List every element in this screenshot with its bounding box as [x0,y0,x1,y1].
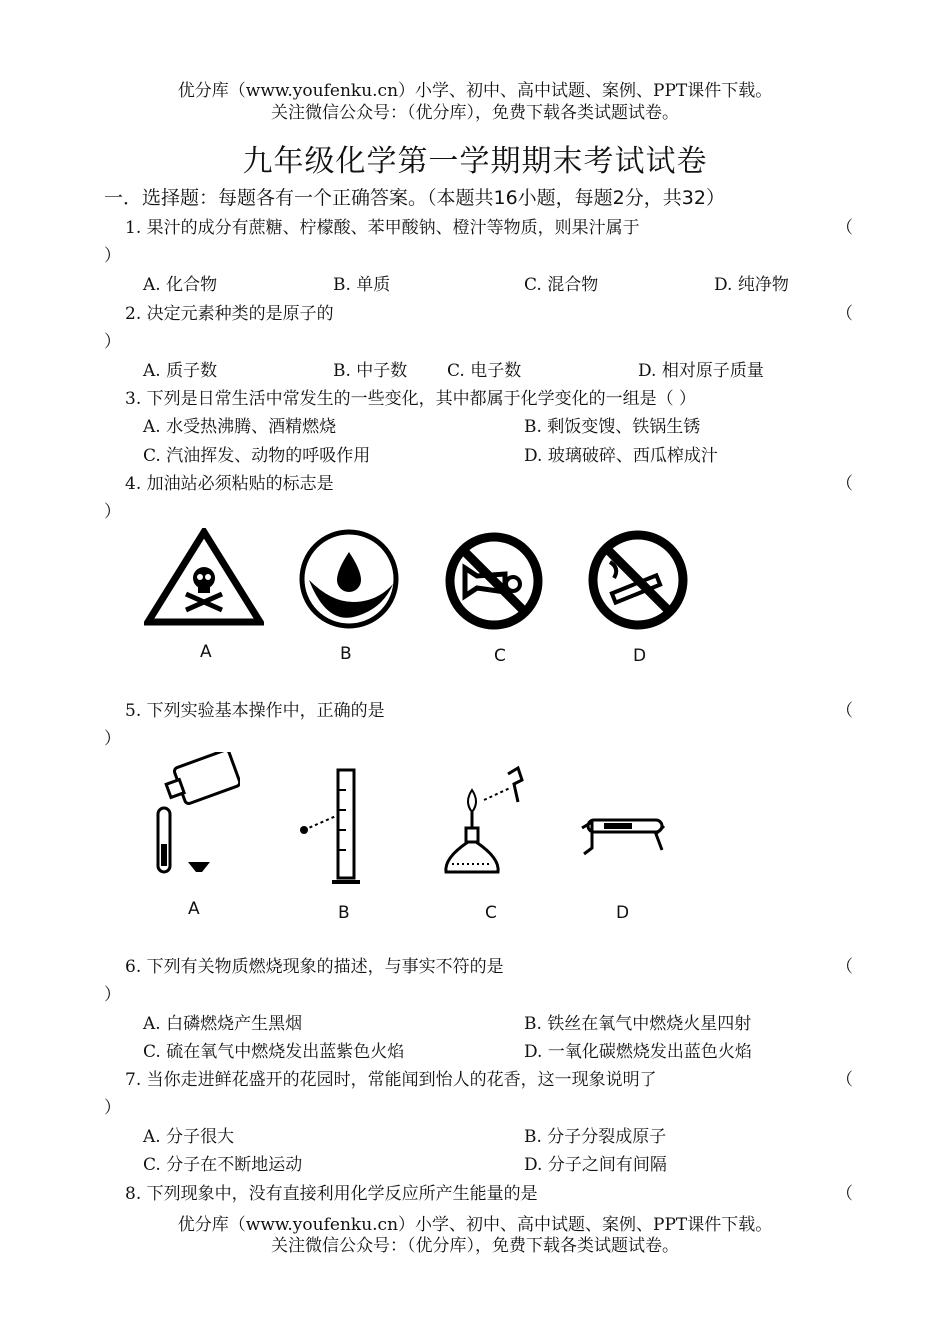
footer-line-1: 优分库（www.youfenku.cn）小学、初中、高中试题、案例、PPT课件下载。 [177,1215,773,1235]
section-heading: 一．选择题：每题各有一个正确答案。（本题共16小题，每题2分，共32） [104,187,725,209]
question-7-stem: 7. 当你走进鲜花盛开的花园时，常能闻到怡人的花香，这一现象说明了 [125,1070,657,1090]
question-4-stem: 4. 加油站必须粘贴的标志是 [125,474,334,494]
q5-figure-label-b: B [338,903,350,923]
q3-option-c: C. 汽油挥发、动物的呼吸作用 [143,446,371,466]
footer-line-2: 关注微信公众号：（优分库），免费下载各类试题试卷。 [271,1236,679,1256]
q3-option-b: B. 剩饭变馊、铁锅生锈 [524,417,701,437]
no-horn-icon [443,530,545,632]
alcohol-lamp-icon [438,762,528,886]
q7-option-d: D. 分子之间有间隔 [524,1155,667,1175]
answer-paren-open: （ [836,1184,853,1204]
q7-option-c: C. 分子在不断地运动 [143,1155,303,1175]
q5-figure-label-c: C [485,903,497,923]
q4-figure-label-a: A [200,642,212,662]
answer-paren-open: （ [836,474,853,494]
question-8-stem: 8. 下列现象中，没有直接利用化学反应所产生能量的是 [125,1184,538,1204]
q6-option-b: B. 铁丝在氧气中燃烧火星四射 [524,1014,752,1034]
answer-paren-open: （ [836,304,853,324]
q7-option-a: A. 分子很大 [143,1127,235,1147]
q5-figure-label-a: A [188,899,200,919]
q2-option-b: B. 中子数 [333,361,408,381]
q5-figure-label-d: D [616,903,630,923]
q3-option-d: D. 玻璃破碎、西瓜榨成汁 [524,446,718,466]
answer-paren-close: ） [104,729,121,749]
question-2-stem: 2. 决定元素种类的是原子的 [125,304,334,324]
poison-warning-icon [144,528,264,628]
answer-paren-close: ） [104,985,121,1005]
q1-option-b: B. 单质 [333,275,391,295]
question-1-stem: 1. 果汁的成分有蔗糖、柠檬酸、苯甲酸钠、橙汁等物质，则果汁属于 [125,218,640,238]
q1-option-d: D. 纯净物 [714,275,789,295]
q6-option-a: A. 白磷燃烧产生黑烟 [143,1014,303,1034]
q2-option-c: C. 电子数 [447,361,522,381]
q3-option-a: A. 水受热沸腾、酒精燃烧 [143,417,337,437]
graduated-cylinder-icon [298,766,368,890]
q1-option-a: A. 化合物 [143,275,218,295]
question-6-stem: 6. 下列有关物质燃烧现象的描述，与事实不符的是 [125,957,504,977]
test-tube-clamp-icon [578,808,670,858]
q2-option-d: D. 相对原子质量 [638,361,764,381]
no-smoking-icon [586,528,690,632]
answer-paren-close: ） [104,332,121,352]
q6-option-c: C. 硫在氧气中燃烧发出蓝紫色火焰 [143,1042,405,1062]
header-line-2: 关注微信公众号：（优分库），免费下载各类试题试卷。 [271,103,679,123]
q6-option-d: D. 一氧化碳燃烧发出蓝色火焰 [524,1042,752,1062]
question-3-stem: 3. 下列是日常生活中常发生的一些变化，其中都属于化学变化的一组是（ ） [125,389,697,409]
q4-figure-label-d: D [633,646,647,666]
header-line-1: 优分库（www.youfenku.cn）小学、初中、高中试题、案例、PPT课件下载。 [177,81,773,101]
answer-paren-close: ） [104,1098,121,1118]
answer-paren-open: （ [836,1070,853,1090]
question-5-stem: 5. 下列实验基本操作中，正确的是 [125,701,385,721]
q4-figure-label-b: B [340,644,352,664]
pouring-liquid-icon [150,752,240,882]
answer-paren-close: ） [104,246,121,266]
water-drop-hand-icon [297,528,401,630]
q2-option-a: A. 质子数 [143,361,218,381]
answer-paren-close: ） [104,502,121,522]
answer-paren-open: （ [836,957,853,977]
q1-option-c: C. 混合物 [524,275,599,295]
answer-paren-open: （ [836,218,853,238]
q7-option-b: B. 分子分裂成原子 [524,1127,667,1147]
exam-title: 九年级化学第一学期期末考试试卷 [242,144,708,179]
answer-paren-open: （ [836,701,853,721]
q4-figure-label-c: C [494,646,506,666]
